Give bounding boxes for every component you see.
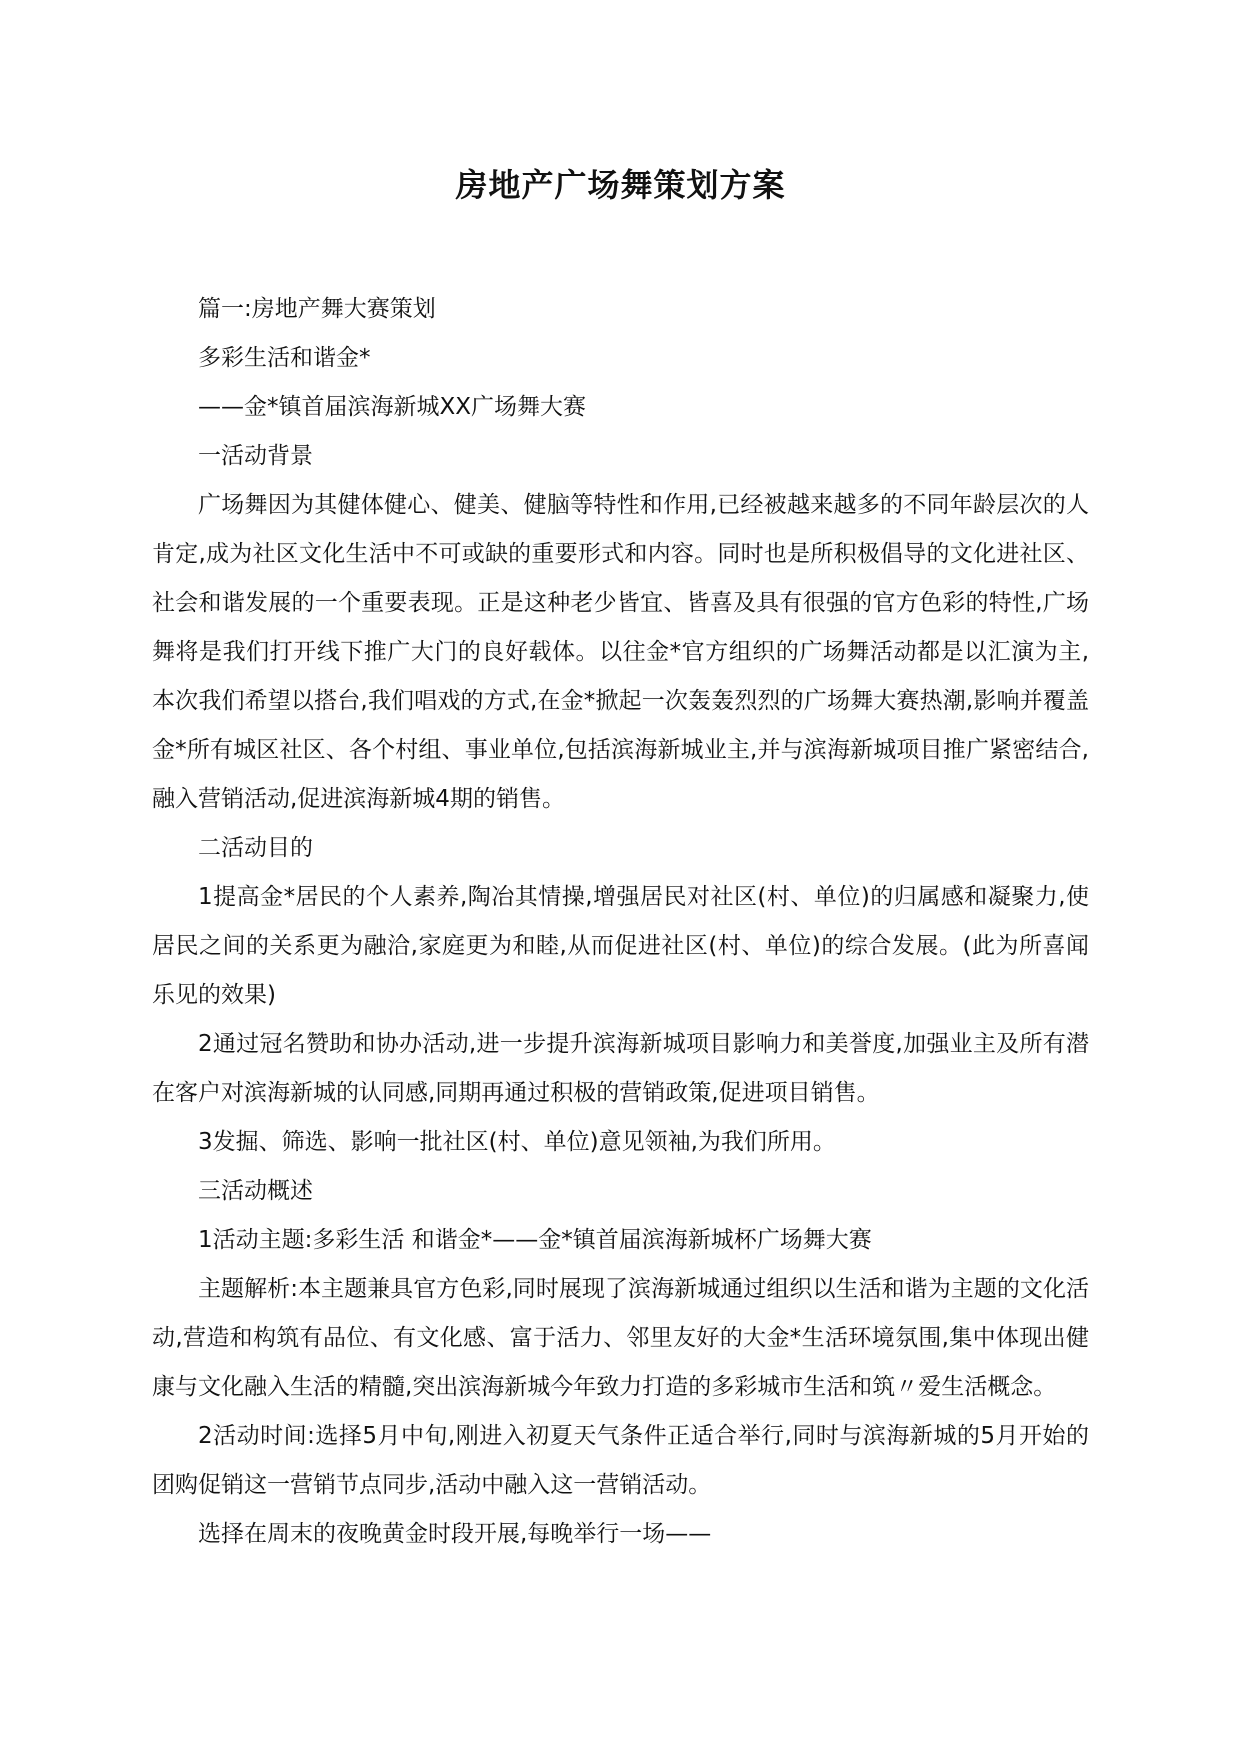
document-title: 房地产广场舞策划方案 [455, 166, 786, 204]
event-title: 多彩生活和谐金* [198, 345, 371, 371]
paragraph-schedule: 选择在周末的夜晚黄金时段开展,每晚举行一场—— [198, 1521, 712, 1547]
paragraph-time: 2活动时间:选择5月中旬,刚进入初夏天气条件正适合举行,同时与滨海新城的5月开始的团购促销这一营销节点同步,活动中融入这一营销活动。 [152, 1423, 1089, 1498]
paragraph-goal-3: 3发掘、筛选、影响一批社区(村、单位)意见领袖,为我们所用。 [198, 1129, 836, 1155]
section-heading-goals: 二活动目的 [198, 835, 313, 861]
paragraph-goal-2: 2通过冠名赞助和协办活动,进一步提升滨海新城项目影响力和美誉度,加强业主及所有潜在客户对滨海新城的认同感,同期再通过积极的营销政策,促进项目销售。 [152, 1031, 1089, 1106]
section-heading-overview: 三活动概述 [198, 1178, 313, 1204]
paragraph-background: 广场舞因为其健体健心、健美、健脑等特性和作用,已经被越来越多的不同年龄层次的人肯定,成为社区文化生活中不可或缺的重要形式和内容。同时也是所积极倡导的文化进社区、社会和谐发展的一个重要表现。正是这种老少皆宜、皆喜及具有很强的官方色彩的特性,广场舞将是我们打开线下推广大门的良好载体。以往金*官方组织的广场舞活动都是以汇演为主,本次我们希望以搭台,我们唱戏的方式,在金*掀起一次轰轰烈烈的广场舞大赛热潮,影响并覆盖金*所有城区社区、各个村组、事业单位,包括滨海新城业主,并与滨海新城项目推广紧密结合,融入营销活动,促进滨海新城4期的销售。 [152, 492, 1089, 812]
paragraph-theme: 1活动主题:多彩生活 和谐金*——金*镇首届滨海新城杯广场舞大赛 [198, 1227, 872, 1253]
document-body [152, 285, 1089, 1559]
event-subtitle: ——金*镇首届滨海新城XX广场舞大赛 [198, 394, 587, 420]
chapter-heading: 篇一:房地产舞大赛策划 [198, 296, 436, 322]
paragraph-goal-1: 1提高金*居民的个人素养,陶冶其情操,增强居民对社区(村、单位)的归属感和凝聚力,使居民之间的关系更为融洽,家庭更为和睦,从而促进社区(村、单位)的综合发展。(此为所喜闻乐见的效果) [152, 884, 1089, 1008]
paragraph-theme-analysis: 主题解析:本主题兼具官方色彩,同时展现了滨海新城通过组织以生活和谐为主题的文化活动,营造和构筑有品位、有文化感、富于活力、邻里友好的大金*生活环境氛围,集中体现出健康与文化融入生活的精髓,突出滨海新城今年致力打造的多彩城市生活和筑〃爱生活概念。 [152, 1276, 1089, 1400]
section-heading-background: 一活动背景 [198, 443, 313, 469]
